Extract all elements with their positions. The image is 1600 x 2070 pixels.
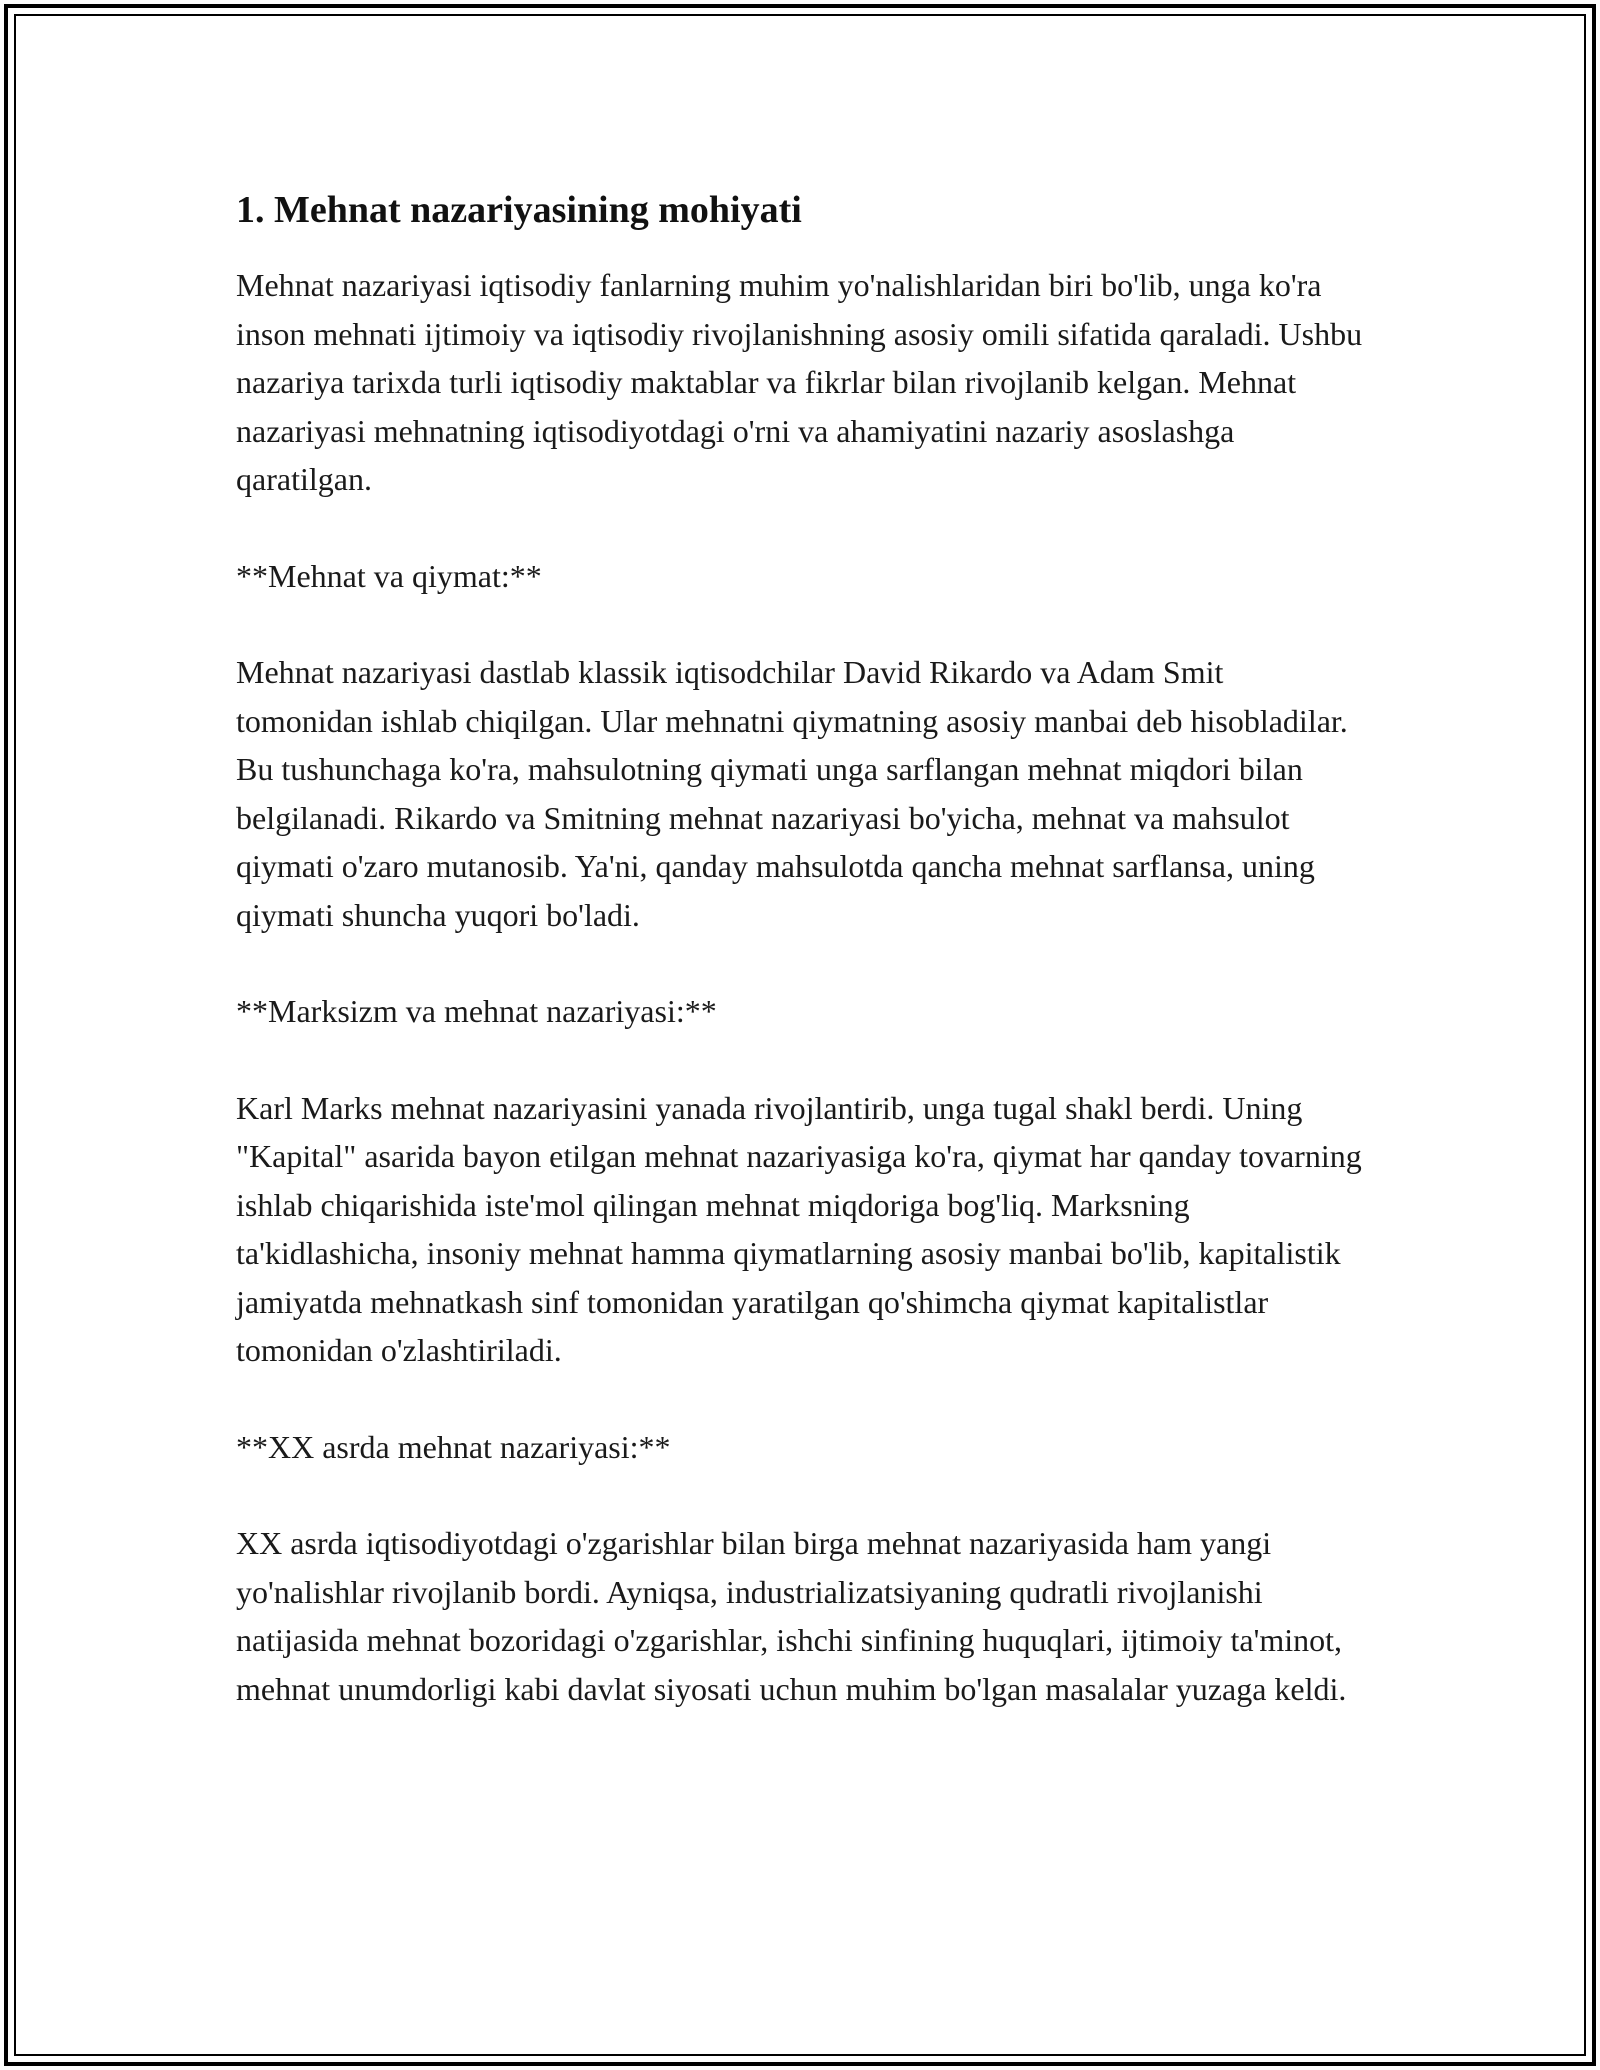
subheading-20th-century: **XX asrda mehnat nazariyasi:** — [236, 1428, 671, 1465]
section-heading: 1. Mehnat nazariyasining mohiyati — [236, 189, 802, 231]
subheading-labor-value: **Mehnat va qiymat:** — [236, 557, 542, 594]
marxism-paragraph: Karl Marks mehnat nazariyasini yanada rivojlantirib, unga tugal shakl berdi. Uning "Kapital" asarida bayon etilgan mehnat nazariyasiga ko'ra, qiymat har qanday tovarning ishlab chiqarishida iste'mol qilingan mehnat miqdoriga bog'liq. Marksning ta'kidlashicha, insoniy mehnat hamma qiymatlarning asosiy manbai bo'lib, kapitalistik jamiyatda mehnatkash sinf tomonidan yaratilgan qo'shimcha qiymat kapitalistlar tomonidan o'zlashtiriladi. — [236, 1089, 1362, 1369]
intro-paragraph: Mehnat nazariyasi iqtisodiy fanlarning muhim yo'nalishlaridan biri bo'lib, unga ko'ra inson mehnati ijtimoiy va iqtisodiy rivojlanishning asosiy omili sifatida qaraladi. Ushbu nazariya tarixda turli iqtisodiy maktablar va fikrlar bilan rivojlanib kelgan. Mehnat nazariyasi mehnatning iqtisodiyotdagi o'rni va ahamiyatini nazariy asoslashga qaratilgan. — [236, 267, 1363, 498]
20th-century-paragraph: XX asrda iqtisodiyotdagi o'zgarishlar bilan birga mehnat nazariyasida ham yangi yo'nalishlar rivojlanib bordi. Ayniqsa, industrializatsiyaning qudratli rivojlanishi natijasida mehnat bozoridagi o'zgarishlar, ishchi sinfining huquqlari, ijtimoiy ta'minot, mehnat unumdorligi kabi davlat siyosati uchun muhim bo'lgan masalalar yuzaga keldi. — [236, 1525, 1347, 1707]
labor-value-paragraph: Mehnat nazariyasi dastlab klassik iqtisodchilar David Rikardo va Adam Smit tomonidan ishlab chiqilgan. Ular mehnatni qiymatning asosiy manbai deb hisobladilar. Bu tushunchaga ko'ra, mahsulotning qiymati unga sarflangan mehnat miqdori bilan belgilanadi. Rikardo va Smitning mehnat nazariyasi bo'yicha, mehnat va mahsulot qiymati o'zaro mutanosib. Ya'ni, qanday mahsulotda qancha mehnat sarflansa, uning qiymati shuncha yuqori bo'ladi. — [236, 654, 1348, 933]
subheading-marxism: **Marksizm va mehnat nazariyasi:** — [236, 993, 717, 1030]
document-body — [236, 186, 1366, 1761]
